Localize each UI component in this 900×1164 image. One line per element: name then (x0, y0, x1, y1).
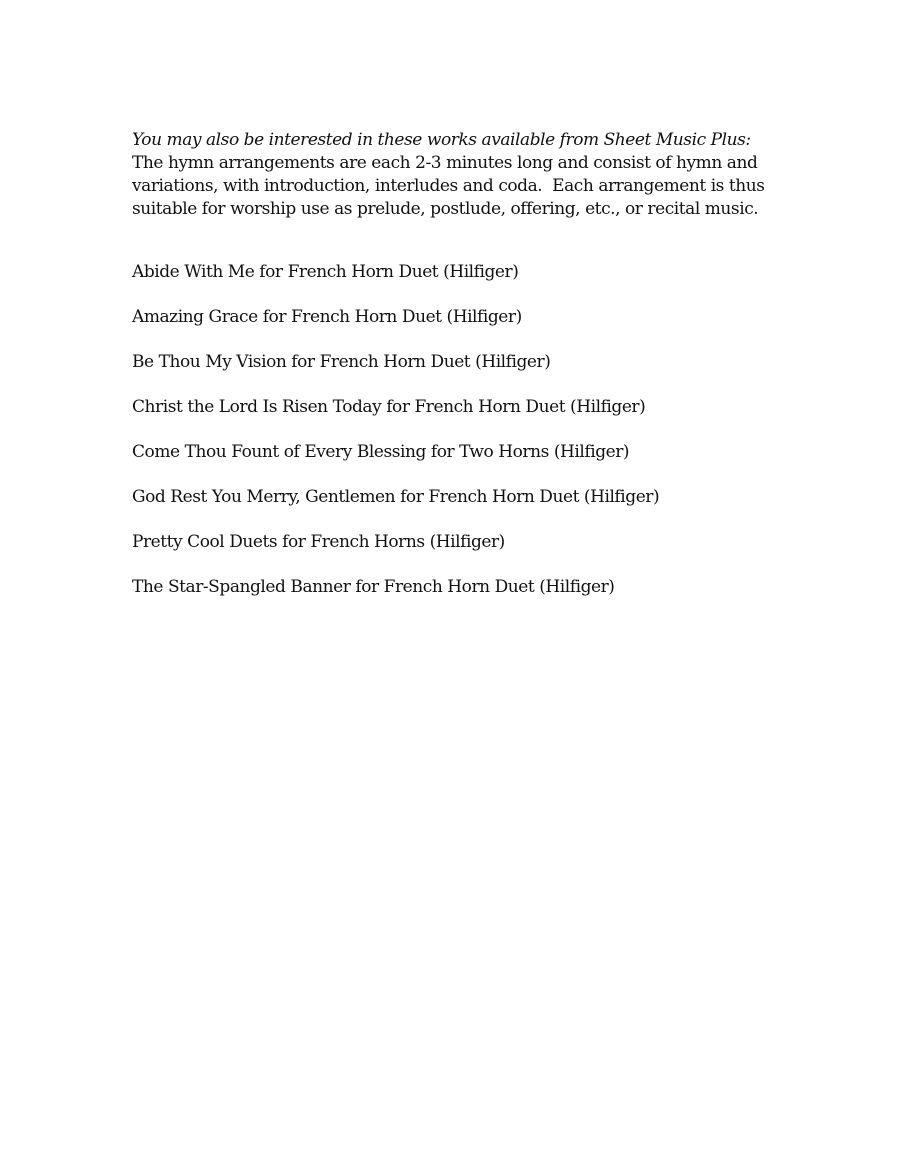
intro-paragraph (132, 152, 782, 221)
work-item-be-thou-my-vision: Be Thou My Vision for French Horn Duet (Hilfiger) (132, 352, 551, 372)
intro-line: variations, with introduction, interludes and coda. Each arrangement is thus (132, 176, 765, 196)
work-item-star-spangled-banner: The Star-Spangled Banner for French Horn Duet (Hilfiger) (132, 577, 615, 597)
work-item-abide-with-me: Abide With Me for French Horn Duet (Hilfiger) (132, 262, 519, 282)
work-item-amazing-grace: Amazing Grace for French Horn Duet (Hilfiger) (132, 307, 522, 327)
works-list (132, 261, 782, 599)
work-item-come-thou-fount: Come Thou Fount of Every Blessing for Two Horns (Hilfiger) (132, 442, 630, 462)
work-item-christ-the-lord: Christ the Lord Is Risen Today for French Horn Duet (Hilfiger) (132, 397, 646, 417)
work-item-pretty-cool-duets: Pretty Cool Duets for French Horns (Hilfiger) (132, 532, 505, 552)
intro-line: The hymn arrangements are each 2-3 minutes long and consist of hymn and (132, 153, 758, 173)
page-content (132, 129, 782, 621)
work-item-god-rest-you-merry: God Rest You Merry, Gentlemen for French Horn Duet (Hilfiger) (132, 487, 660, 507)
intro-heading: You may also be interested in these works available from Sheet Music Plus: (132, 130, 751, 150)
intro-line: suitable for worship use as prelude, postlude, offering, etc., or recital music. (132, 199, 759, 219)
